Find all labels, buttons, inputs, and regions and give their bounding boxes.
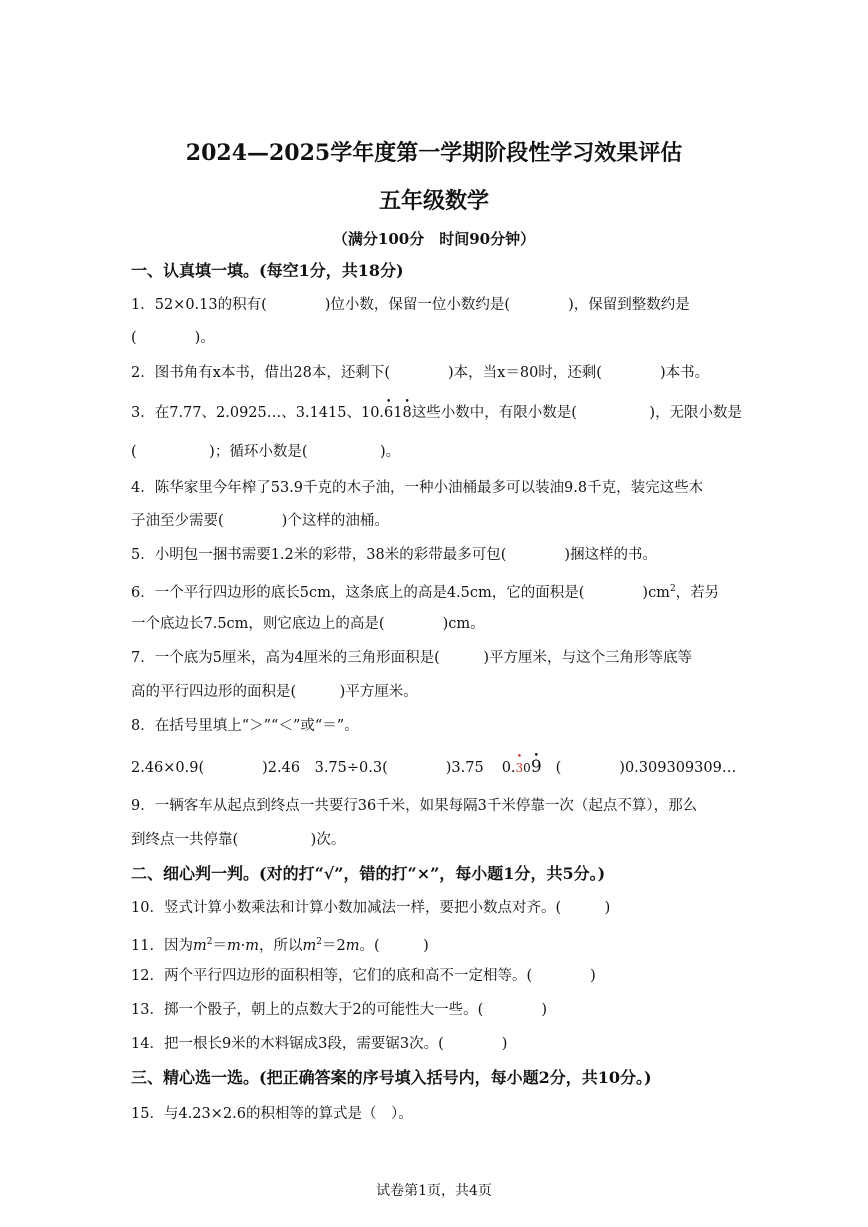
question-8: 8．在括号里填上“＞”“＜”或“＝”。 [131,718,359,734]
repeating-decimal: 10.• 61• 8 [361,405,412,421]
exam-subject: 五年级数学 [378,188,489,214]
question-3-line-2: ( )；循环小数是( )。 [131,444,401,460]
repeating-decimal-2: 0.• 30• 9 [502,760,542,776]
question-13: 13．掷一个骰子，朝上的点数大于2的可能性大一些。( ) [131,1002,547,1018]
exam-title: 2024—2025学年度第一学期阶段性学习效果评估 [185,140,683,166]
repeat-dot-digit: • 8 [403,403,412,423]
question-14: 14．把一根长9米的木料锯成3段，需要锯3次。( ) [131,1036,508,1052]
repeat-dot-digit: • 3 [516,758,524,778]
question-3-suffix: 这些小数中，有限小数是( )，无限小数是 [411,405,743,421]
question-2: 2．图书角有x本书，借出28本，还剩下( )本，当x＝80时，还剩( )本书。 [131,365,710,381]
question-5: 5．小明包一捆书需要1.2米的彩带，38米的彩带最多可包( )捆这样的书。 [131,547,658,563]
compare-item-1-2: 2.46×0.9( )2.46 3.75÷0.3( )3.75 [131,760,484,776]
question-3-line-1 [131,403,742,423]
question-7-line-2: 高的平行四边形的面积是( )平方厘米。 [131,684,418,700]
question-7-line-1: 7．一个底为5厘米，高为4厘米的三角形面积是( )平方厘米，与这个三角形等底等 [131,650,692,666]
question-9-line-1: 9．一辆客车从起点到终点一共要行36千米，如果每隔3千米停靠一次（起点不算），那么 [131,798,698,814]
question-6-line-2: 一个底边长7.5cm，则它底边上的高是( )cm。 [131,616,485,632]
question-4-line-2: 子油至少需要( )个这样的油桶。 [131,513,389,529]
section-3-heading: 三、精心选一选。(把正确答案的序号填入括号内，每小题2分，共10分。) [131,1068,652,1087]
repeat-dot-digit: • 9 [531,757,542,777]
question-11: 11．因为$m^2=m\cdot m$，所以$m^2=2m$。( ) [131,937,429,954]
question-10: 10．竖式计算小数乘法和计算小数加减法一样，要把小数点对齐。( ) [131,900,611,916]
question-15: 15．与4.23×2.6的积相等的算式是（ ）。 [131,1106,413,1122]
question-1-line-2: ( )。 [131,330,215,346]
exam-info: （满分100分 时间90分钟） [332,230,536,248]
superscript-2: 2 [669,584,676,594]
question-1-line-1: 1．52×0.13的积有( )位小数，保留一位小数约是( )，保留到整数约是 [131,297,690,313]
repeat-dot-digit: • 6 [384,403,393,423]
question-6-line-1: 6．一个平行四边形的底长5cm，这条底上的高是4.5cm，它的面积是( )$cm^2$，若另 [131,584,720,601]
question-3-prefix: 3．在7.77、2.0925…、3.1415、 [131,405,361,421]
section-1-heading: 一、认真填一填。(每空1分，共18分) [131,261,404,280]
section-2-heading: 二、细心判一判。(对的打“√”，错的打“×”，每小题1分，共5分。) [131,864,606,883]
question-8-items: 2.46×0.9( )2.46 3.75÷0.3( )3.75 0.• 30• 9 ( )0.309309309… [131,757,736,778]
question-4-line-1: 4．陈华家里今年榨了53.9千克的木子油，一种小油桶最多可以装油9.8千克，装完这些木 [131,480,704,496]
page-footer: 试卷第1页，共4页 [376,1183,492,1199]
question-12: 12．两个平行四边形的面积相等，它们的底和高不一定相等。( ) [131,968,596,984]
question-9-line-2: 到终点一共停靠( )次。 [131,832,346,848]
